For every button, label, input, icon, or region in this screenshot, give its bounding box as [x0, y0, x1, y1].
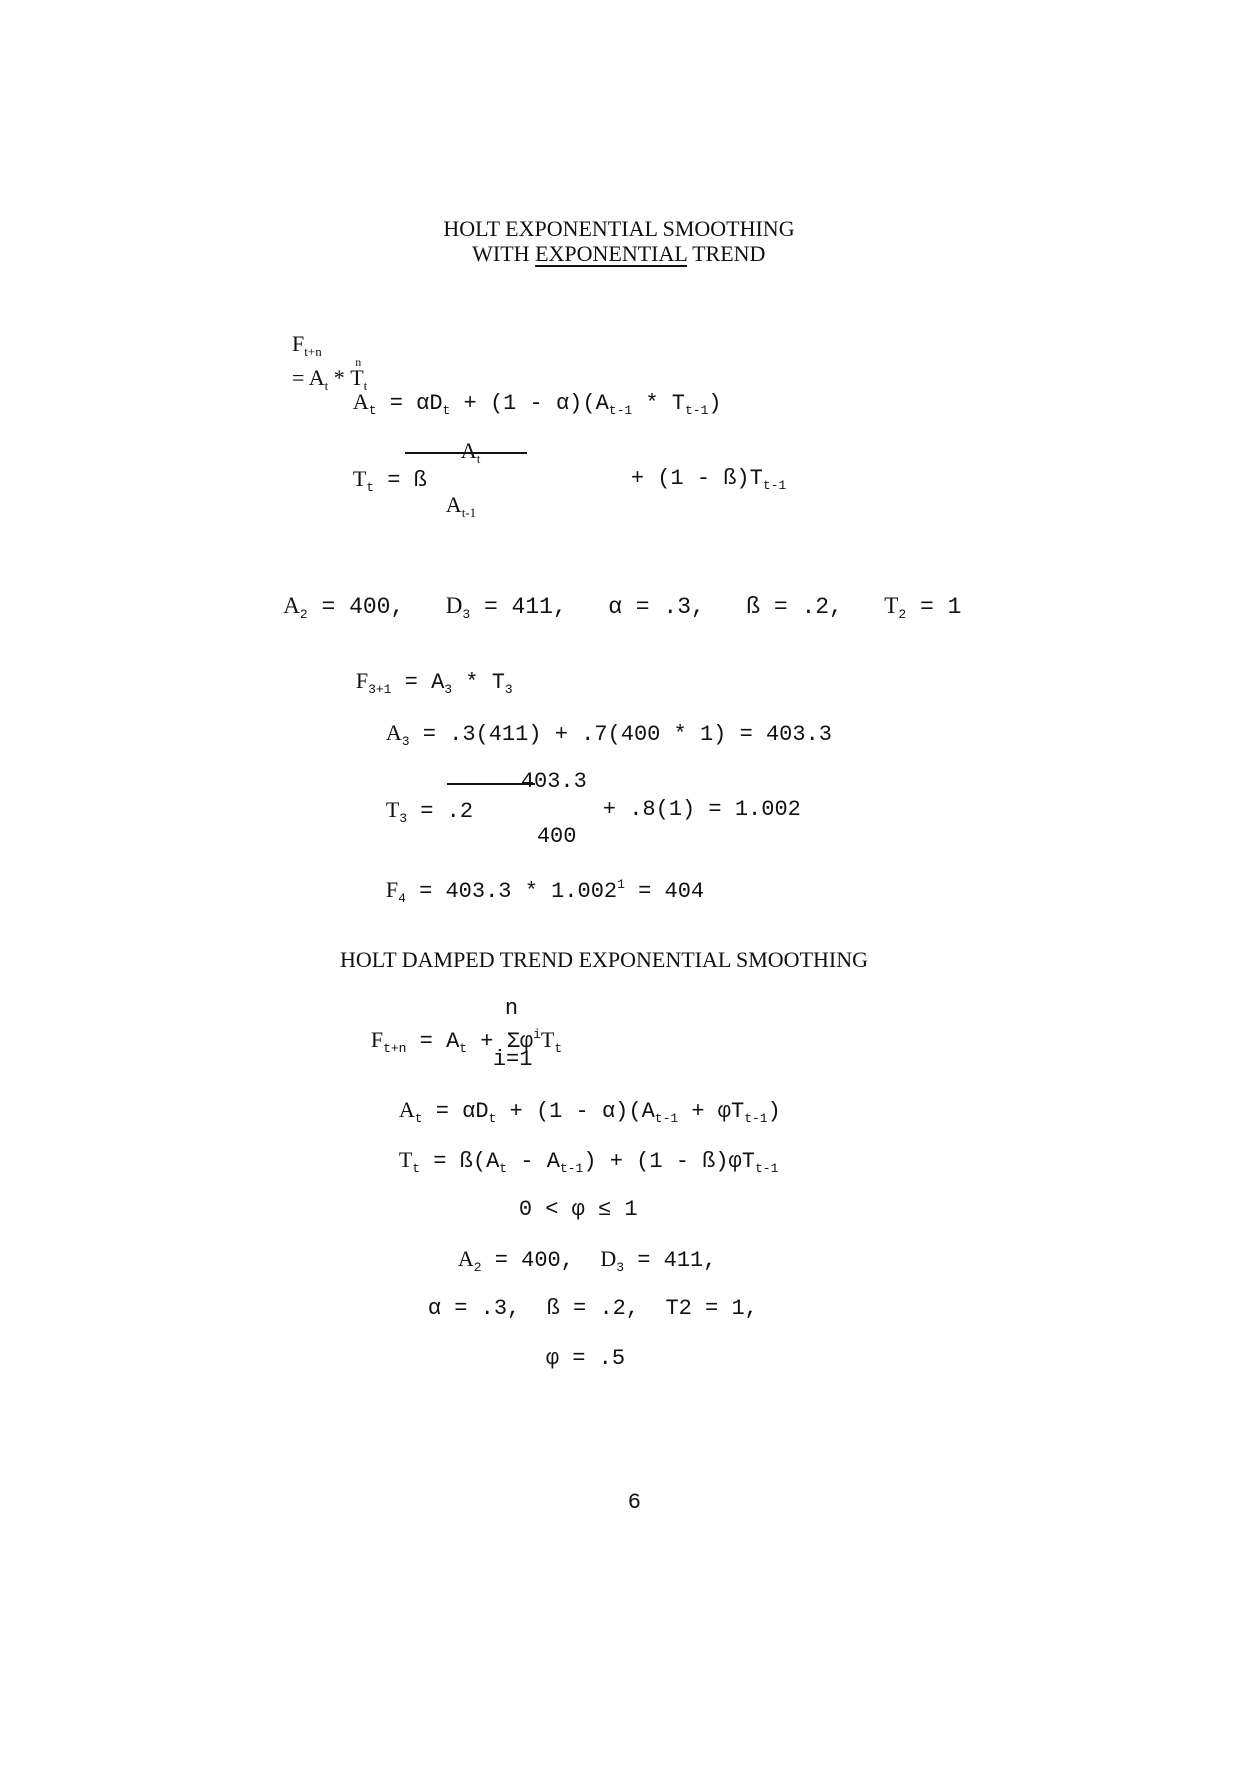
- phi-val: φ = .5: [545, 1346, 626, 1371]
- rest2: + φT: [678, 1099, 745, 1124]
- f4: F: [385, 877, 399, 902]
- alpha-d: = αD: [422, 1099, 489, 1124]
- a-symbol: A: [398, 1097, 415, 1122]
- t-subscript: t: [363, 378, 368, 393]
- f4-sup: 1: [617, 877, 625, 892]
- rest1: + (1 - α)(A: [450, 391, 609, 416]
- d3-sub: 3: [616, 1260, 625, 1275]
- t3: T: [385, 797, 400, 822]
- f-sub: t+n: [383, 1041, 407, 1056]
- minus-a-sub: t-1: [559, 1161, 584, 1176]
- t-sub: t: [554, 1041, 563, 1056]
- a-term: = A: [406, 1029, 460, 1054]
- rest2: ) + (1 - ß)φT: [583, 1149, 755, 1174]
- f31-rhs: = A: [391, 670, 445, 695]
- t-term: T: [540, 1027, 555, 1052]
- rest2-sub: t-1: [754, 1161, 779, 1176]
- fraction-bar-2: [447, 783, 535, 785]
- rest1: + (1 - α)(A: [496, 1099, 655, 1124]
- t-sub: t: [412, 1161, 421, 1176]
- f4-rhs: = 403.3 * 1.002: [405, 879, 618, 904]
- a2: A: [457, 1246, 474, 1271]
- given-values-1: [228, 567, 961, 654]
- mult-sign: *: [328, 365, 351, 390]
- t-term: T: [350, 365, 364, 390]
- phi-sup: i: [533, 1027, 541, 1042]
- title-text: HOLT EXPONENTIAL SMOOTHING: [443, 216, 795, 241]
- num-a: A: [460, 438, 477, 463]
- title-prefix: WITH: [472, 241, 536, 266]
- a-term: = A: [292, 365, 325, 390]
- a-sub: t: [459, 1041, 468, 1056]
- section2-title-text: HOLT DAMPED TREND EXPONENTIAL SMOOTHING: [340, 947, 868, 972]
- d3: D: [445, 593, 463, 618]
- f31: F: [355, 668, 369, 693]
- alpha-d: = αD: [376, 391, 443, 416]
- rest1-sub: t-1: [654, 1111, 679, 1126]
- f31-sub: 3+1: [368, 682, 392, 697]
- f4-sub: 4: [398, 891, 406, 906]
- a-sub: t: [368, 403, 377, 418]
- calc-t3-rest: [550, 771, 801, 849]
- trend-denominator: [425, 466, 476, 552]
- t2-sub: 2: [898, 607, 907, 622]
- given-values-2c: [493, 1320, 625, 1398]
- f-symbol: F: [292, 331, 305, 356]
- phi-range-text: 0 < φ ≤ 1: [518, 1197, 638, 1222]
- t3-den: 400: [536, 824, 577, 849]
- rest: + (1 - ß)T: [630, 466, 763, 491]
- t3-coef: = .2: [407, 799, 474, 824]
- sum-n: n: [504, 996, 519, 1021]
- d-sub: t: [442, 403, 451, 418]
- a2: A: [283, 593, 300, 618]
- a-symbol: A: [352, 389, 369, 414]
- f-subscript: t+n: [304, 344, 322, 359]
- t-symbol: T: [398, 1147, 413, 1172]
- t3-num: 403.3: [520, 769, 587, 794]
- page-number-text: 6: [627, 1490, 642, 1515]
- a2-sub: 2: [473, 1260, 482, 1275]
- section-title-line2: [451, 215, 766, 293]
- page-number: [575, 1464, 641, 1542]
- a2-sub: 2: [299, 607, 308, 622]
- rest2-sub: t-1: [744, 1111, 768, 1126]
- t-symbol: T: [352, 466, 367, 491]
- a3: A: [385, 720, 402, 745]
- trend-formula-rest: [578, 440, 786, 525]
- close-paren: ): [767, 1099, 781, 1124]
- a-sub: t: [414, 1111, 423, 1126]
- d-sub: t: [488, 1111, 497, 1126]
- level-formula: [300, 363, 722, 450]
- a3-sub: 3: [401, 734, 410, 749]
- sum-phi: + Σφ: [467, 1029, 534, 1054]
- num-sub: t: [476, 451, 481, 466]
- beta-val: ß = .2,: [746, 594, 843, 620]
- den-sub: t-1: [461, 505, 477, 520]
- beta-a-sub: t: [499, 1161, 508, 1176]
- t2-val: = 1: [906, 594, 962, 620]
- f-symbol: F: [370, 1027, 384, 1052]
- rest2: * T: [632, 391, 685, 416]
- a2-val: = 400,: [307, 594, 405, 620]
- rest1-sub: t-1: [608, 403, 633, 418]
- d3-val: = 411,: [470, 594, 567, 620]
- d3: D: [600, 1246, 617, 1271]
- f31-rhs2: * T: [452, 670, 505, 695]
- alpha-val: α = .3,: [608, 594, 705, 620]
- t3-sub: 3: [399, 811, 408, 826]
- f31-rhs-sub: 3: [444, 682, 453, 697]
- f31-rhs2-sub: 3: [504, 682, 513, 697]
- a3-rhs: = .3(411) + .7(400 * 1) = 403.3: [409, 722, 832, 747]
- exponent-n: n: [355, 355, 362, 369]
- rest2-sub: t-1: [685, 403, 709, 418]
- t3-rest: + .8(1) = 1.002: [602, 797, 801, 822]
- rest-sub: t-1: [762, 478, 787, 493]
- t2: T: [884, 593, 899, 618]
- section2-title: [318, 921, 868, 999]
- minus-a: - A: [507, 1149, 560, 1174]
- sum-i: i=1: [492, 1047, 533, 1072]
- t-sub: t: [366, 480, 375, 495]
- title-suffix: TREND: [687, 241, 766, 266]
- den-a: A: [445, 492, 462, 517]
- fraction-bar-1: [405, 452, 527, 454]
- beta-a: = ß(A: [420, 1149, 500, 1174]
- d3-val: = 411,: [624, 1248, 717, 1273]
- params-line: α = .3, ß = .2, T2 = 1,: [427, 1296, 758, 1321]
- d3-sub: 3: [462, 607, 471, 622]
- a-subscript: t: [324, 378, 329, 393]
- beta-coef: = ß: [374, 468, 427, 493]
- f4-end: = 404: [624, 879, 705, 904]
- title-underlined: EXPONENTIAL: [535, 241, 688, 266]
- close-paren: ): [708, 391, 722, 416]
- a2-val: = 400,: [481, 1248, 574, 1273]
